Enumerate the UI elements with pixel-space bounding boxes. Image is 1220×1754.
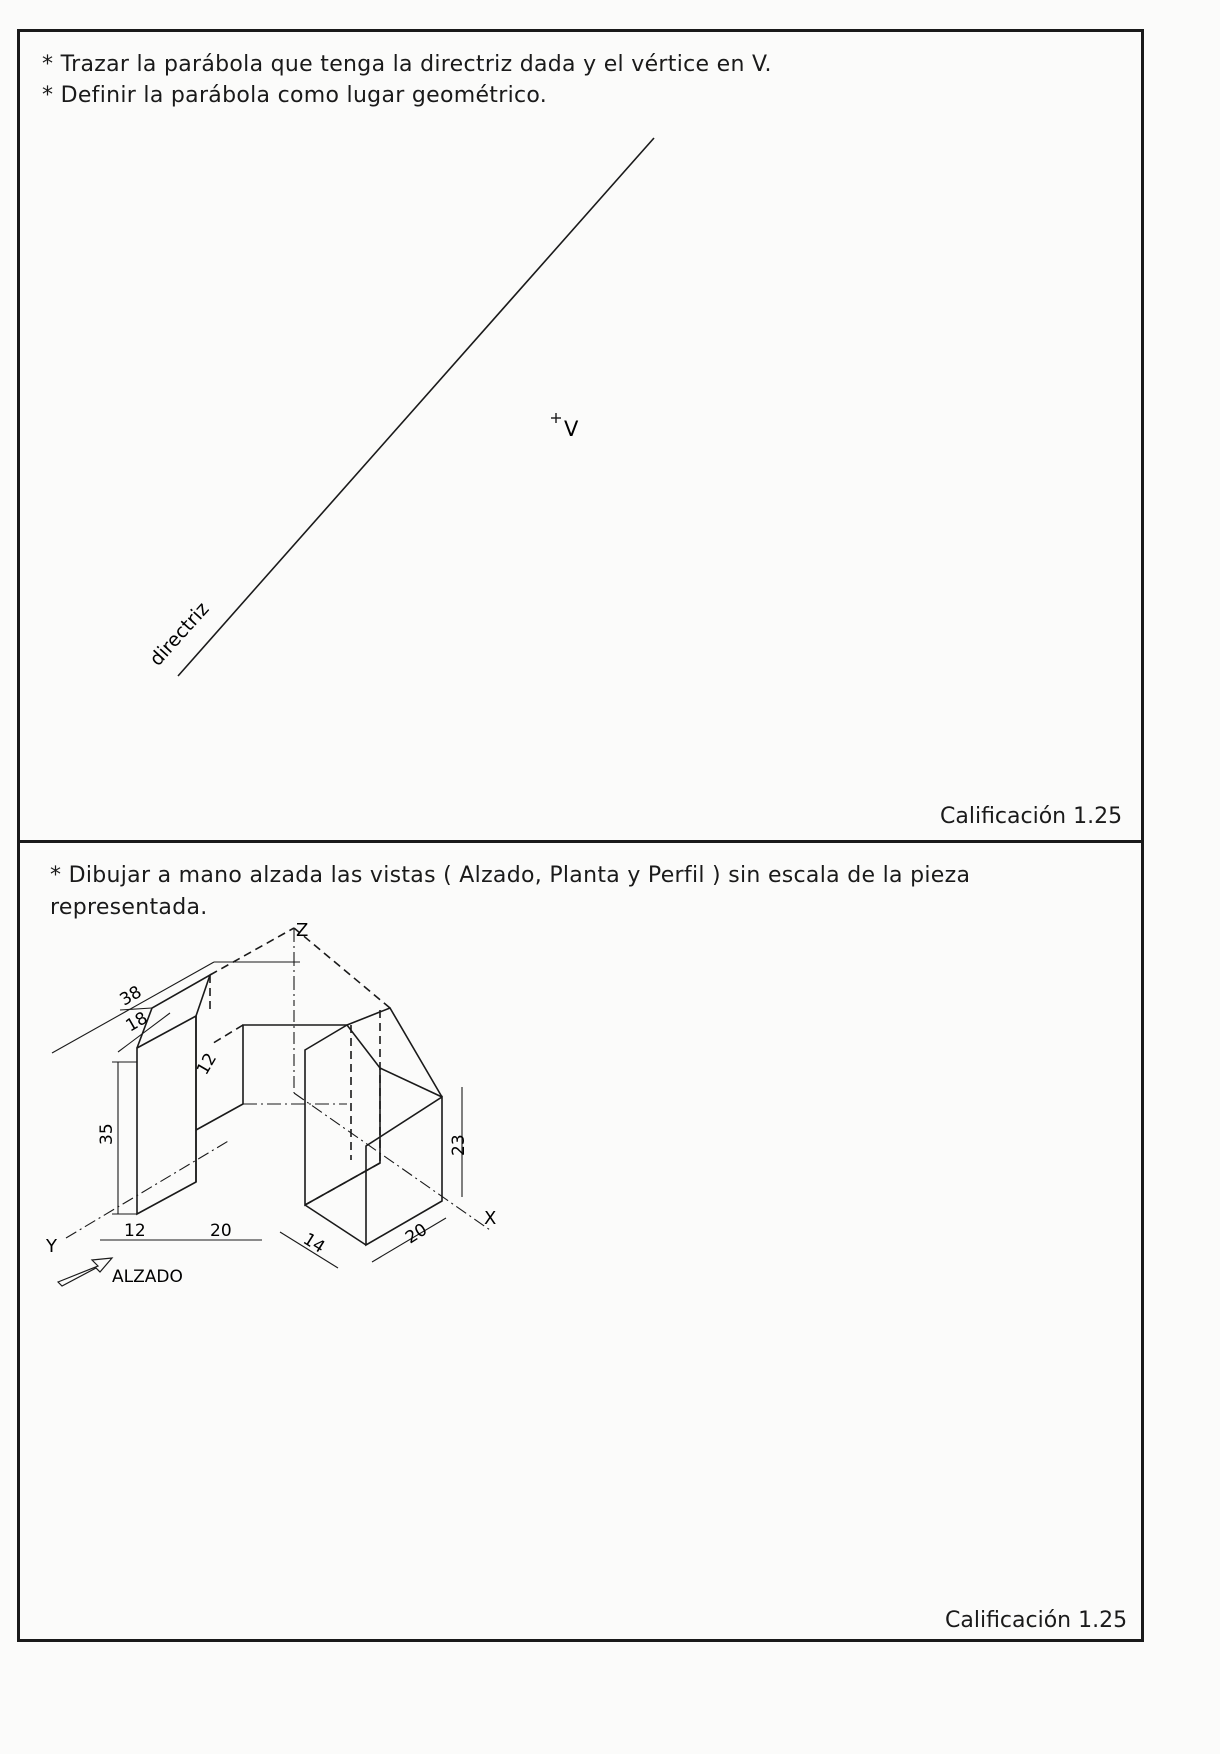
left-pillar-top: [137, 975, 210, 1048]
dim-38: 38: [116, 982, 146, 1011]
directrix-line: [178, 138, 654, 676]
right-block-front: [305, 1025, 380, 1205]
top-back-right: [294, 928, 390, 1008]
dim-38-line: [52, 962, 214, 1053]
view-label-alzado: ALZADO: [112, 1267, 183, 1287]
axis-y-label: Y: [46, 1236, 57, 1257]
directrix-construction: [145, 138, 654, 676]
dim-12-top: 12: [193, 1049, 222, 1079]
exercise1-grade: Calificación 1.25: [940, 804, 1123, 829]
exercise1-instruction-1: * Trazar la parábola que tenga la directriz dada y el vértice en V.: [42, 52, 772, 77]
directrix-label: directriz: [145, 598, 214, 671]
vertex-marker: [551, 413, 579, 441]
dim-20-bottom: 20: [210, 1221, 232, 1241]
alzado-arrow: [58, 1258, 112, 1286]
recess-top: [210, 1025, 243, 1045]
right-block-slope: [347, 1008, 442, 1097]
x-axis: [294, 1093, 490, 1230]
dim-23: 23: [449, 1134, 469, 1156]
dim-35: 35: [97, 1123, 117, 1145]
axis-z-label: Z: [296, 920, 309, 941]
exercise2-instruction-2: representada.: [50, 895, 208, 920]
exercise1-instruction-2: * Definir la parábola como lugar geométrico.: [42, 83, 548, 108]
dim-12-bottom: 12: [124, 1221, 146, 1241]
top-back-edge: [210, 928, 294, 975]
dim-14: 14: [299, 1229, 329, 1258]
axis-x-label: X: [484, 1208, 497, 1229]
right-block-right-face: [366, 1097, 442, 1245]
dim-18: 18: [122, 1008, 152, 1037]
y-axis: [66, 1140, 230, 1238]
recess-outline: [196, 1025, 347, 1130]
exercise2-instruction-1: * Dibujar a mano alzada las vistas ( Alzado, Planta y Perfil ) sin escala de la pieza: [50, 863, 971, 888]
dim-20-right: 20: [402, 1219, 432, 1249]
vertex-label: V: [564, 417, 579, 441]
exercise2-grade: Calificación 1.25: [945, 1608, 1128, 1633]
left-pillar-front: [137, 1016, 196, 1214]
